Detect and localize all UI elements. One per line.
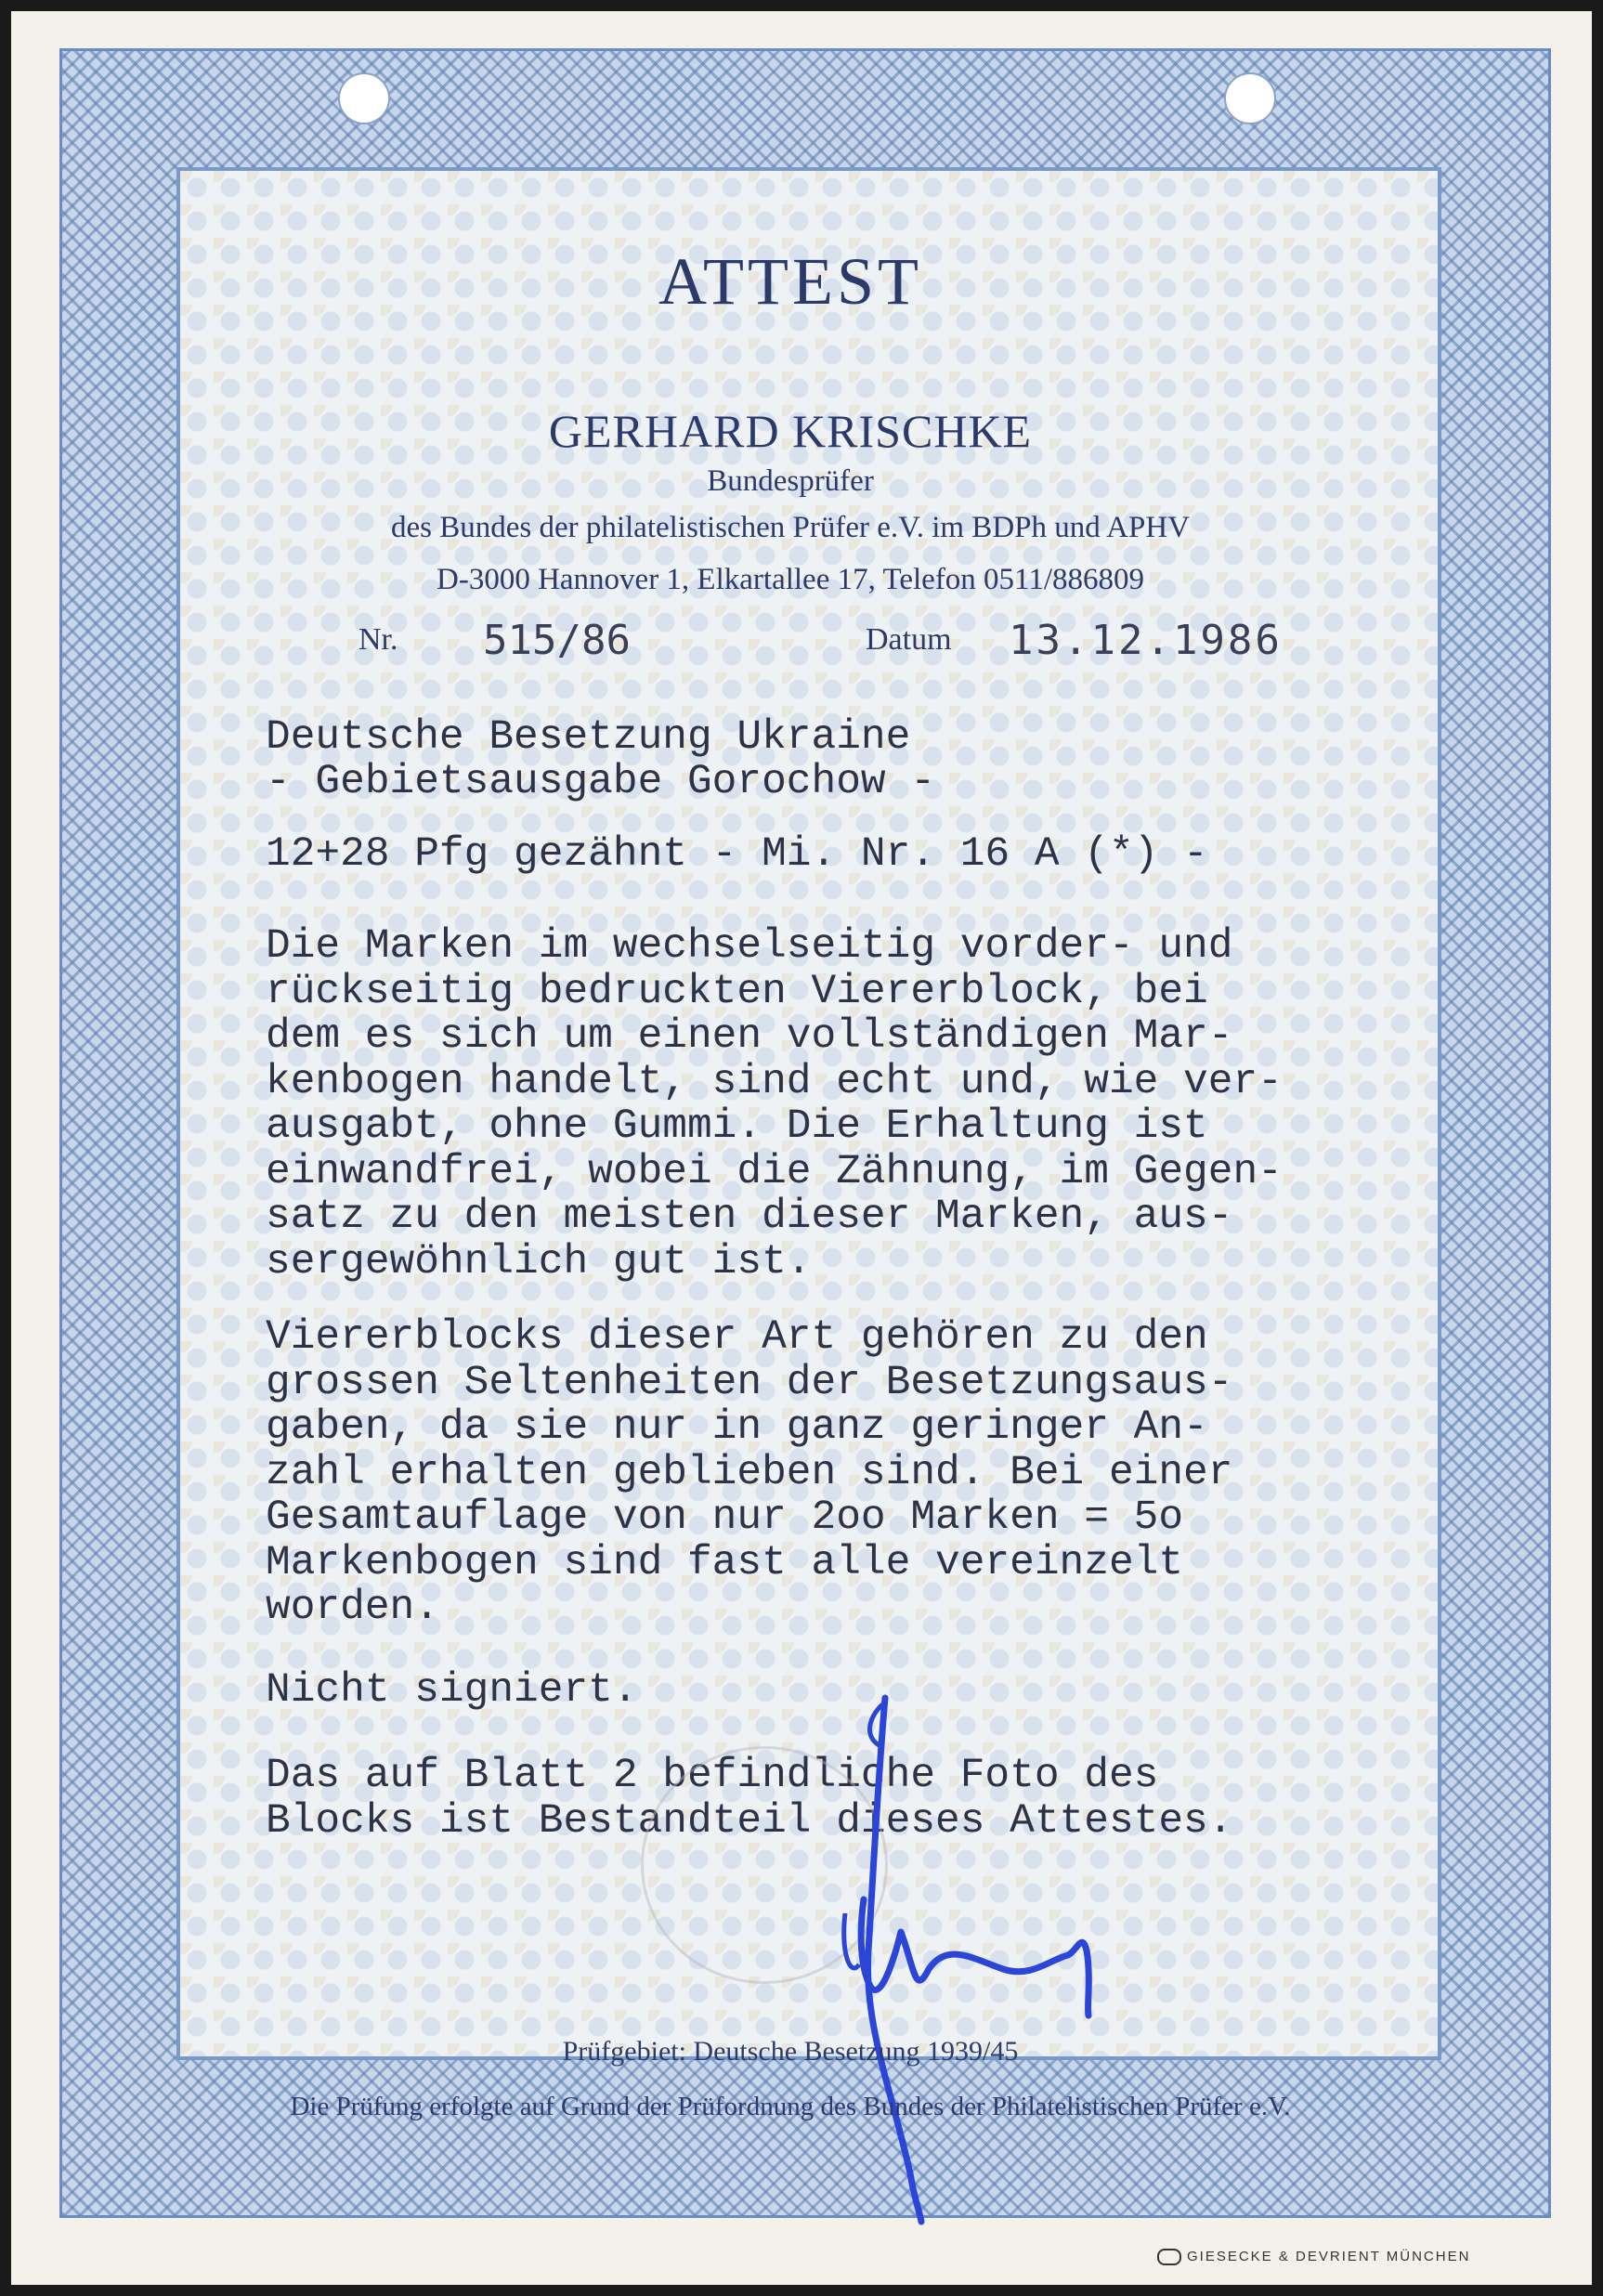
paragraph-2-line: Markenbogen sind fast alle vereinzelt (266, 1539, 1184, 1586)
date-label: Datum (866, 622, 952, 657)
certificate-number: 515/86 (483, 617, 631, 664)
paragraph-4-line: Das auf Blatt 2 befindliche Foto des (266, 1753, 1159, 1799)
paragraph-2-line: zahl erhalten geblieben sind. Bei einer (266, 1449, 1233, 1496)
expert-role: Bundesprüfer (707, 464, 874, 498)
expert-name: GERHARD KRISCHKE (548, 405, 1033, 457)
paragraph-1-line: kenbogen handelt, sind echt und, wie ver- (266, 1058, 1283, 1105)
certificate-title: ATTEST (658, 244, 922, 319)
paragraph-1-line: rückseitig bedruckten Viererblock, bei (266, 968, 1208, 1015)
address: D-3000 Hannover 1, Elkartallee 17, Telefon 0511/886809 (437, 563, 1144, 596)
footer-note: Die Prüfung erfolgte auf Grund der Prüfordnung des Bundes der Philatelistischen Prüfer e.V. (290, 2092, 1291, 2121)
number-label: Nr. (358, 622, 398, 657)
certificate-date: 13.12.1986 (1009, 617, 1283, 664)
paragraph-2-line: gaben, da sie nur in ganz geringer An- (266, 1404, 1208, 1451)
paragraph-1-line: sergewöhnlich gut ist. (266, 1238, 812, 1285)
paragraph-2-line: Gesamtauflage von nur 2oo Marken = 5o (266, 1494, 1184, 1541)
paragraph-2-line: worden. (266, 1585, 439, 1631)
embossed-stamp (641, 1746, 888, 1984)
paragraph-1-line: ausgabt, ohne Gummi. Die Erhaltung ist (266, 1103, 1208, 1150)
punch-hole-left (338, 72, 390, 124)
paragraph-2-line: grossen Seltenheiten der Besetzungsaus- (266, 1359, 1233, 1406)
paragraph-not-signed: Nicht signiert. (266, 1667, 638, 1714)
paragraph-1-line: dem es sich um einen vollständigen Mar- (266, 1013, 1233, 1060)
punch-hole-right (1224, 72, 1276, 124)
heading-line-2: - Gebietsausgabe Gorochow - (266, 759, 936, 805)
paragraph-4-line: Blocks ist Bestandteil dieses Attestes. (266, 1797, 1233, 1845)
heading-line-3: 12+28 Pfg gezähnt - Mi. Nr. 16 A (*) - (266, 831, 1208, 878)
heading-line-1: Deutsche Besetzung Ukraine (266, 714, 911, 761)
paragraph-1-line: Die Marken im wechselseitig vorder- und (266, 923, 1233, 970)
paragraph-1-line: einwandfrei, wobei die Zähnung, im Gegen- (266, 1148, 1283, 1195)
paragraph-1-line: satz zu den meisten dieser Marken, aus- (266, 1194, 1233, 1240)
examination-area: Prüfgebiet: Deutsche Besetzung 1939/45 (562, 2036, 1019, 2067)
association: des Bundes der philatelistischen Prüfer e.V. im BDPh und APHV (390, 511, 1191, 544)
printer-logo-icon (1157, 2249, 1181, 2265)
printer-mark (1157, 2249, 1470, 2265)
printer-name: GIESECKE & DEVRIENT MÜNCHEN (1187, 2249, 1471, 2264)
paragraph-2-line: Viererblocks dieser Art gehören zu den (266, 1314, 1208, 1361)
